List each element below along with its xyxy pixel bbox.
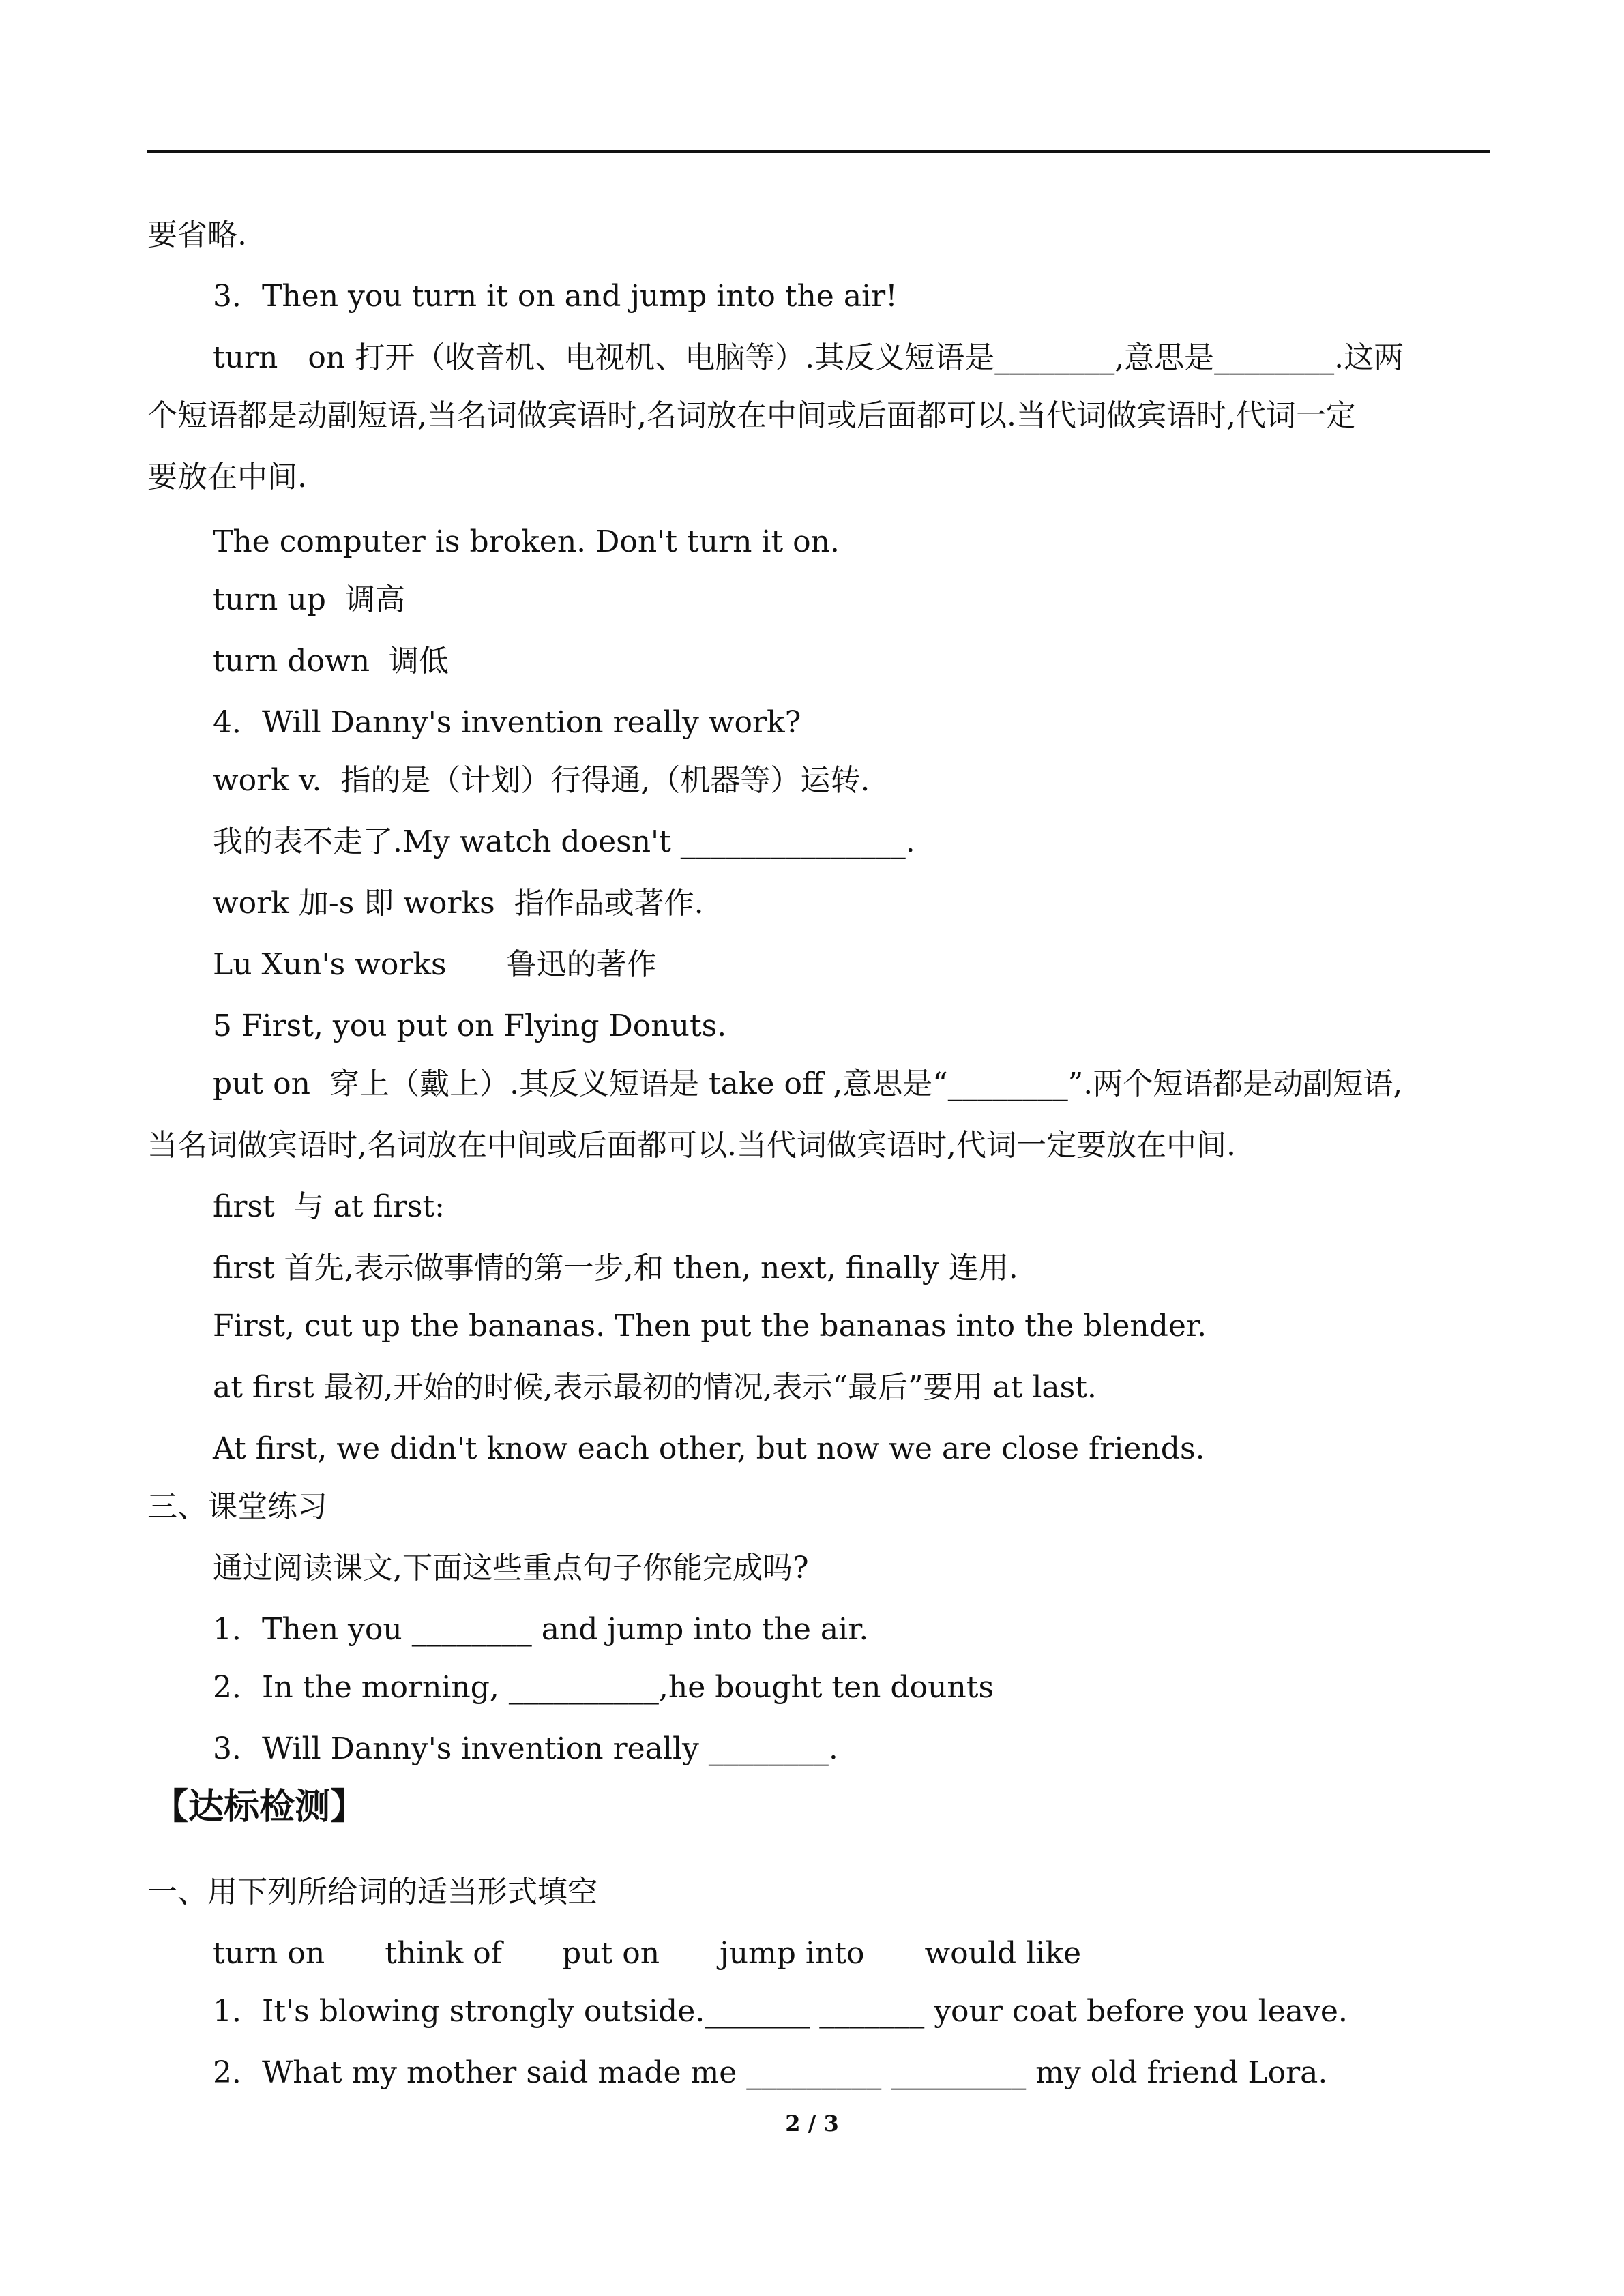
exercise-item: 2．What my mother said made me _________ _________ my old friend Lora. bbox=[213, 2055, 1328, 2090]
text-line: At first, we didn't know each other, but now we are close friends. bbox=[213, 1431, 1205, 1466]
header-rule bbox=[147, 150, 1490, 153]
exercise-item: 3．Will Danny's invention really ________. bbox=[213, 1731, 838, 1766]
page-number: 2 / 3 bbox=[785, 2111, 839, 2136]
text-line: 我的表不走了.My watch doesn't _______________. bbox=[213, 824, 915, 859]
exercise-item: 2．In the morning, __________,he bought ten dounts bbox=[213, 1670, 994, 1705]
text-line: The computer is broken. Don't turn it on. bbox=[213, 524, 840, 559]
text-line: work v. 指的是（计划）行得通,（机器等）运转. bbox=[213, 763, 870, 798]
text-line: First, cut up the bananas. Then put the bananas into the blender. bbox=[213, 1309, 1207, 1343]
text-line: at first 最初,开始的时候,表示最初的情况,表示“最后”要用 at last. bbox=[213, 1370, 1097, 1405]
text-line: 当名词做宾语时,名词放在中间或后面都可以.当代词做宾语时,代词一定要放在中间. bbox=[147, 1128, 1236, 1163]
text-line: put on 穿上（戴上）.其反义短语是 take off ,意思是“________”.两个短语都是动副短语, bbox=[213, 1067, 1403, 1101]
exercise-item: 1．Then you ________ and jump into the air. bbox=[213, 1612, 869, 1647]
text-line: first 与 at first: bbox=[213, 1189, 445, 1224]
text-line: 要放在中间. bbox=[147, 460, 307, 494]
text-line: turn on 打开（收音机、电视机、电脑等）.其反义短语是________,意思是________.这两 bbox=[213, 340, 1404, 375]
exercise-item: 1．It's blowing strongly outside._______ _______ your coat before you leave. bbox=[213, 1994, 1348, 2029]
text-line: turn down 调低 bbox=[213, 644, 449, 679]
text-line: first 首先,表示做事情的第一步,和 then, next, finally 连用. bbox=[213, 1251, 1018, 1285]
text-line: work 加-s 即 works 指作品或著作. bbox=[213, 886, 704, 921]
section-title: 三、课堂练习 bbox=[147, 1489, 327, 1524]
text-line: turn up 调高 bbox=[213, 582, 405, 617]
text-line: Lu Xun's works 鲁迅的著作 bbox=[213, 947, 657, 982]
section-title: 一、用下列所给词的适当形式填空 bbox=[147, 1875, 597, 1909]
text-line: 通过阅读课文,下面这些重点句子你能完成吗? bbox=[213, 1551, 809, 1585]
text-line: 4．Will Danny's invention really work? bbox=[213, 705, 801, 740]
text-line: 5 First, you put on Flying Donuts. bbox=[213, 1009, 727, 1043]
text-line: 个短语都是动副短语,当名词做宾语时,名词放在中间或后面都可以.当代词做宾语时,代词一定 bbox=[147, 398, 1356, 433]
word-bank: turn on think of put on jump into would like bbox=[213, 1936, 1082, 1971]
section-heading: 【达标检测】 bbox=[153, 1787, 366, 1828]
text-line: 要省略. bbox=[147, 218, 247, 252]
text-line: 3．Then you turn it on and jump into the air! bbox=[213, 279, 898, 314]
